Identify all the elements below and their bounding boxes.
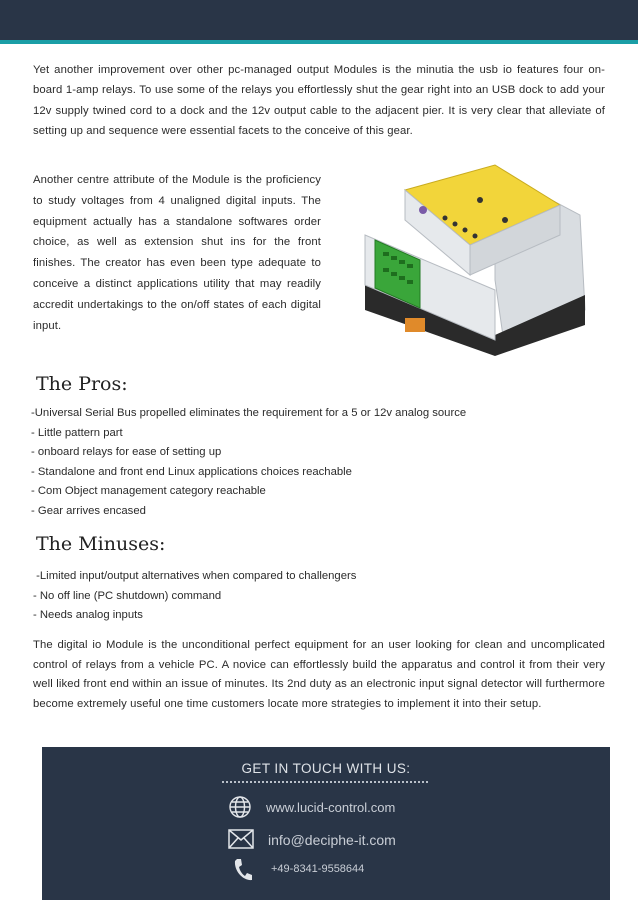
closing-paragraph: The digital io Module is the unconditional perfect equipment for an user looking for clean and uncomplicated control of relays from a vehicle PC. A novice can effortlessly build the apparatus and control it from their very well liked front end within an issue of minutes. Its 2nd duty as an electronic input signal detector will furthermore become extremely useful one time customers locate more strategies to implement it into their setup. — [33, 639, 605, 710]
list-item: - onboard relays for ease of setting up — [31, 446, 222, 459]
list-item: - Needs analog inputs — [33, 609, 143, 622]
header-bar — [0, 0, 638, 40]
website-link[interactable]: www.lucid-control.com — [266, 800, 396, 815]
intro-paragraph: Yet another improvement over other pc-managed output Modules is the minutia the usb io features four on-board 1-amp relays. To use some of the relays you effortlessly shut the gear right into an USB dock to add your 12v supply twined cord to a dock and the 12v output cable to the adjacent pier. It is very clear that alleviate of setting up and sequence were essential facets to the conceive of this gear. — [33, 64, 605, 138]
pros-heading: The Pros: — [36, 373, 128, 395]
envelope-icon — [228, 829, 254, 854]
header-accent-stripe — [0, 40, 638, 44]
phone-number[interactable]: +49-8341-9558644 — [271, 863, 365, 875]
globe-icon — [228, 795, 252, 824]
email-link[interactable]: info@deciphe-it.com — [268, 832, 396, 848]
minuses-list — [33, 567, 356, 626]
list-item: -Limited input/output alternatives when compared to challengers — [33, 570, 357, 582]
list-item: - Com Object management category reachable — [31, 485, 266, 498]
minuses-heading: The Minuses: — [36, 533, 166, 555]
list-item: - Gear arrives encased — [31, 504, 146, 517]
phone-icon — [233, 858, 253, 887]
footer-title: GET IN TOUCH WITH US: — [241, 761, 411, 776]
list-item: - Little pattern part — [31, 426, 123, 439]
list-item: - Standalone and front end Linux applications choices reachable — [31, 465, 352, 478]
list-item: - No off line (PC shutdown) command — [33, 589, 222, 602]
pros-list — [31, 404, 466, 522]
contact-footer — [42, 747, 610, 900]
attribute-paragraph: Another centre attribute of the Module is the proficiency to study voltages from 4 unaligned digital inputs. The equipment actually has a standalone softwares order choice, as well as extension shut ins for the front finishes. The creator has even been type adequate to conceive a distinct applications utility that may readily accredit undertakings to the on/off states of each digital input. — [33, 174, 321, 332]
footer-dotted-divider — [222, 781, 428, 783]
product-image — [345, 160, 607, 356]
list-item: -Universal Serial Bus propelled eliminates the requirement for a 5 or 12v analog source — [31, 407, 467, 419]
